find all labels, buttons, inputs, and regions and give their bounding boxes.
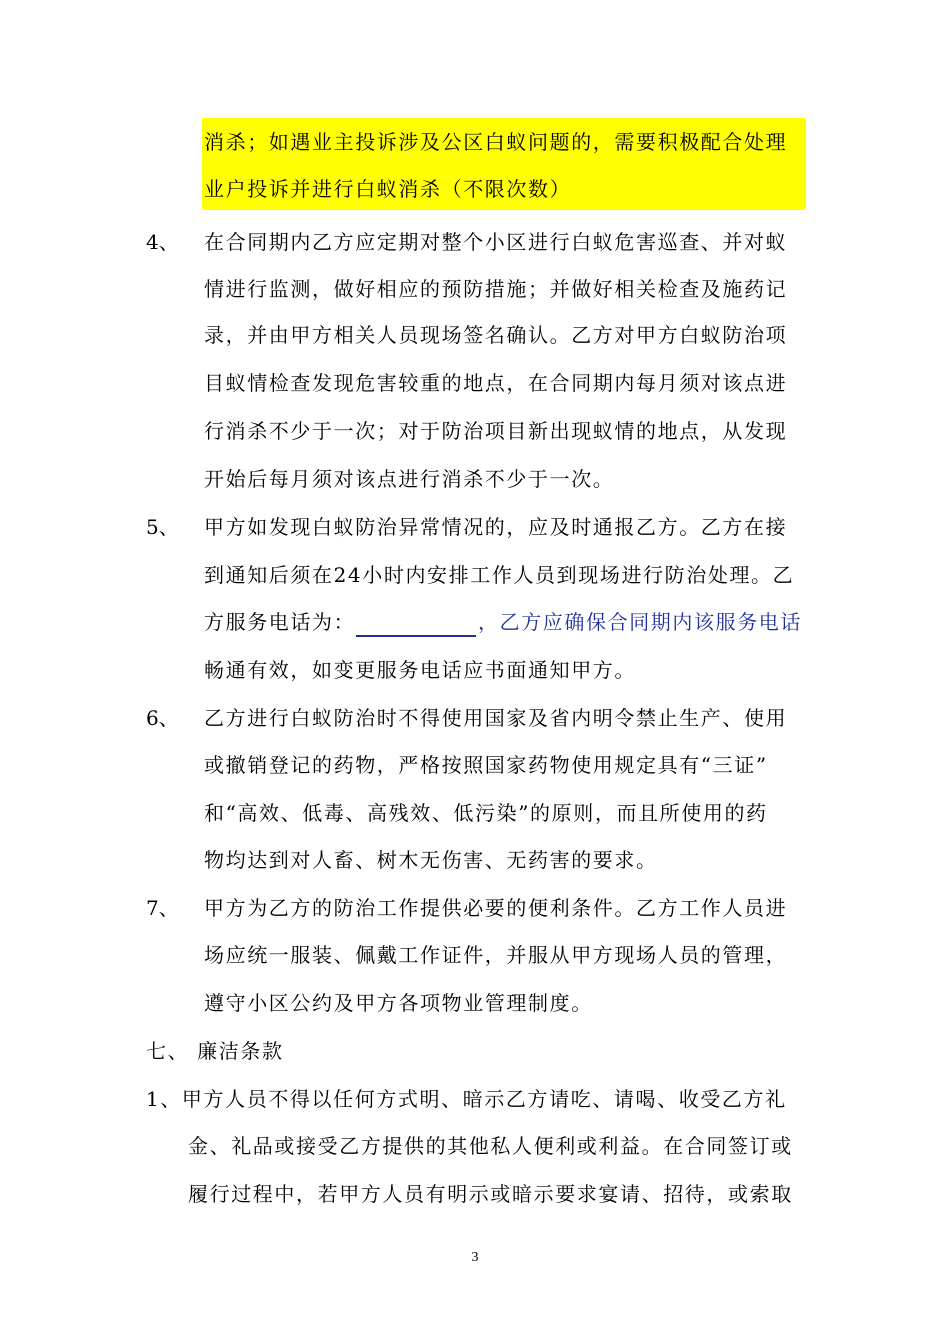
highlight-line: 消杀；如遇业主投诉涉及公区白蚁问题的，需要积极配合处理 [204, 130, 788, 154]
paragraph-line: 情进行监测，做好相应的预防措施；并做好相关检查及施药记 [204, 277, 788, 301]
item-number: 6、 [146, 706, 179, 730]
paragraph-line: 乙方进行白蚁防治时不得使用国家及省内明令禁止生产、使用 [204, 706, 788, 730]
paragraph-line: 和“高效、低毒、高残效、低污染”的原则，而且所使用的药 [204, 801, 768, 825]
item-number: 4、 [146, 230, 179, 254]
phone-line-suffix: ，乙方应确保合同期内该服务电话 [478, 610, 802, 634]
paragraph-line: 在合同期内乙方应定期对整个小区进行白蚁危害巡查、并对蚁 [204, 230, 788, 254]
phone-blank-field [356, 635, 476, 637]
item-number: 5、 [146, 515, 179, 539]
highlight-line: 业户投诉并进行白蚁消杀（不限次数） [204, 177, 572, 201]
paragraph-line: 开始后每月须对该点进行消杀不少于一次。 [204, 467, 615, 491]
paragraph-line: 或撤销登记的药物，严格按照国家药物使用规定具有“三证” [204, 753, 768, 777]
item-number: 7、 [146, 896, 179, 920]
paragraph-line: 录，并由甲方相关人员现场签名确认。乙方对甲方白蚁防治项 [204, 323, 788, 347]
phone-line-prefix: 方服务电话为： [204, 610, 356, 634]
paragraph-line: 场应统一服装、佩戴工作证件，并服从甲方现场人员的管理， [204, 943, 788, 967]
page-number: 3 [471, 1250, 479, 1265]
paragraph-line: 遵守小区公约及甲方各项物业管理制度。 [204, 991, 593, 1015]
paragraph-line: 物均达到对人畜、树木无伤害、无药害的要求。 [204, 848, 658, 872]
paragraph-line: 甲方如发现白蚁防治异常情况的，应及时通报乙方。乙方在接 [204, 515, 788, 539]
paragraph-line: 到通知后须在24小时内安排工作人员到现场进行防治处理。乙 [204, 563, 795, 587]
paragraph-line: 金、礼品或接受乙方提供的其他私人便利或利益。在合同签订或 [188, 1134, 793, 1158]
paragraph-line: 目蚁情检查发现危害较重的地点，在合同期内每月须对该点进 [204, 371, 788, 395]
paragraph-line: 履行过程中，若甲方人员有明示或暗示要求宴请、招待，或索取 [188, 1182, 793, 1206]
section-heading: 七、 廉洁条款 [146, 1039, 284, 1063]
paragraph-line: 行消杀不少于一次；对于防治项目新出现蚁情的地点，从发现 [204, 419, 788, 443]
paragraph-line: 1、甲方人员不得以任何方式明、暗示乙方请吃、请喝、收受乙方礼 [146, 1087, 787, 1111]
paragraph-line: 甲方为乙方的防治工作提供必要的便利条件。乙方工作人员进 [204, 896, 788, 920]
paragraph-line: 畅通有效，如变更服务电话应书面通知甲方。 [204, 658, 636, 682]
